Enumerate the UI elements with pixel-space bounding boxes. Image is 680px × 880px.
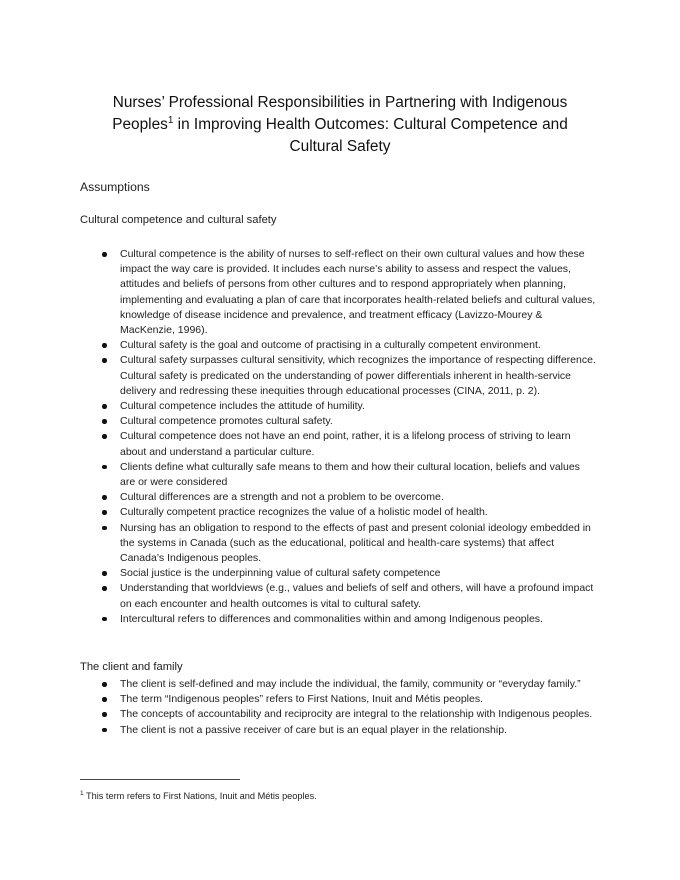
list-item: Cultural competence includes the attitude of humility. xyxy=(120,399,596,414)
footnote-reference: 1 xyxy=(167,114,174,126)
footnote xyxy=(80,787,317,803)
list-item: The concepts of accountability and reciprocity are integral to the relationship with Indigenous peoples. xyxy=(120,707,596,722)
list-item: Understanding that worldviews (e.g., values and beliefs of self and others, will have a profound impact on each encounter and health outcomes is vital to cultural safety. xyxy=(120,581,596,611)
list-item: Cultural safety is the goal and outcome of practising in a culturally competent environment. xyxy=(120,338,596,353)
list-item: The client is not a passive receiver of care but is an equal player in the relationship. xyxy=(120,723,596,738)
client-family-list xyxy=(120,677,596,738)
list-item: Cultural competence is the ability of nurses to self-reflect on their own cultural values and how these impact the way care is provided. It includes each nurse’s ability to assess and respect the values, attitudes and beliefs of persons from other cultures and to respond appropriately when planning, implementing and evaluating a plan of care that incorporates health-related beliefs and cultural values, knowledge of disease incidence and prevalence, and treatment efficacy (Lavizzo-Mourey & MacKenzie, 1996). xyxy=(120,247,596,338)
title-line-2 xyxy=(80,114,600,136)
list-item: Social justice is the underpinning value of cultural safety competence xyxy=(120,566,596,581)
heading-assumptions: Assumptions xyxy=(80,180,150,194)
list-item: The client is self-defined and may include the individual, the family, community or “everyday family.” xyxy=(120,677,596,692)
title-line-1: Nurses’ Professional Responsibilities in Partnering with Indigenous xyxy=(112,94,568,111)
title-line-3: Cultural Safety xyxy=(289,138,391,155)
list-item: Cultural competence promotes cultural safety. xyxy=(120,414,596,429)
list-item: Nursing has an obligation to respond to the effects of past and present colonial ideology embedded in the systems in Canada (such as the educational, political and health-care systems) that affect Canada’s Indigenous peoples. xyxy=(120,521,596,567)
subheading-client-family: The client and family xyxy=(80,661,183,673)
document-title xyxy=(80,92,600,158)
footnote-divider xyxy=(80,779,240,780)
list-item: The term “Indigenous peoples” refers to First Nations, Inuit and Métis peoples. xyxy=(120,692,596,707)
list-item: Clients define what culturally safe means to them and how their cultural location, beliefs and values are or were considered xyxy=(120,460,596,490)
list-item: Cultural safety surpasses cultural sensitivity, which recognizes the importance of respecting difference. Cultural safety is predicated on the understanding of power differentials inherent in health-service delivery and redressing these inequities through educational processes (CINA, 2011, p. 2). xyxy=(120,353,596,399)
list-item: Culturally competent practice recognizes the value of a holistic model of health. xyxy=(120,505,596,520)
list-item: Intercultural refers to differences and commonalities within and among Indigenous peoples. xyxy=(120,612,596,627)
list-item: Cultural differences are a strength and not a problem to be overcome. xyxy=(120,490,596,505)
cultural-competence-list xyxy=(120,247,596,627)
subheading-cultural-competence: Cultural competence and cultural safety xyxy=(80,214,277,226)
title-peoples: Peoples xyxy=(112,116,168,133)
list-item: Cultural competence does not have an end point, rather, it is a lifelong process of striving to learn about and understand a particular culture. xyxy=(120,429,596,459)
footnote-text: This term refers to First Nations, Inuit and Métis peoples. xyxy=(83,791,317,802)
footnote-marker: 1 xyxy=(80,790,84,797)
title-line-2-rest: in Improving Health Outcomes: Cultural Competence and xyxy=(173,116,568,133)
